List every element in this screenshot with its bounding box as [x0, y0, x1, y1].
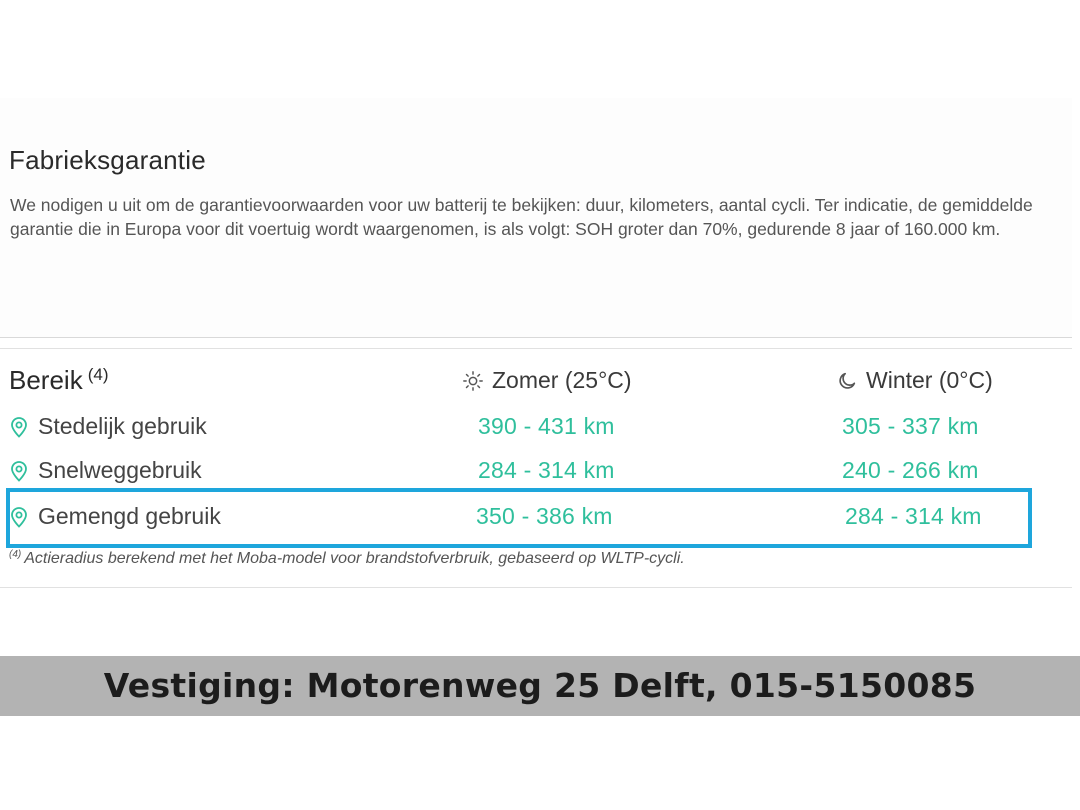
footnote-text: Actieradius berekend met het Moba-model voor brandstofverbruik, gebaseerd op WLTP-cycli. — [24, 550, 685, 567]
range-row-label: Stedelijk gebruik — [38, 413, 207, 439]
warranty-description: We nodigen u uit om de garantievoorwaarden voor uw batterij te bekijken: duur, kilometers, aantal cycli. Ter indicatie, de gemiddelde garantie die in Europa voor dit voertuig wordt waargenomen, is als volgt: SOH groter dan 70%, gedurende 8 jaar of 160.000 km. — [10, 195, 1033, 239]
moon-icon — [836, 370, 858, 392]
column-header-winter-label: Winter (0°C) — [866, 367, 993, 393]
location-banner — [0, 656, 1080, 716]
footnote-mark: (4) — [9, 549, 22, 560]
range-row-label-wrap — [10, 413, 207, 440]
range-row-label-wrap — [10, 457, 202, 484]
section-divider — [0, 348, 1072, 349]
range-row-label: Gemengd gebruik — [38, 503, 221, 529]
range-value-summer: 284 - 314 km — [478, 457, 615, 483]
range-value-summer: 390 - 431 km — [478, 413, 615, 439]
column-header-summer — [462, 367, 632, 394]
sun-icon — [462, 370, 484, 392]
range-heading — [9, 365, 108, 396]
column-header-summer-label: Zomer (25°C) — [492, 367, 632, 393]
highlight-box — [6, 488, 1032, 548]
location-pin-icon — [10, 416, 28, 438]
warranty-title: Fabrieksgarantie — [9, 145, 206, 175]
range-value-winter: 284 - 314 km — [845, 503, 982, 529]
range-value-winter: 305 - 337 km — [842, 413, 979, 439]
range-footnote — [9, 549, 685, 568]
range-heading-label: Bereik — [9, 365, 83, 395]
range-row-urban — [0, 413, 1060, 449]
column-header-winter — [836, 367, 993, 394]
location-pin-icon — [10, 460, 28, 482]
range-heading-note: (4) — [87, 365, 109, 384]
range-row-label: Snelweggebruik — [38, 457, 202, 483]
range-value-summer: 350 - 386 km — [476, 503, 613, 529]
section-divider — [0, 587, 1072, 588]
range-value-winter: 240 - 266 km — [842, 457, 979, 483]
location-banner-text: Vestiging: Motorenweg 25 Delft, 015-5150085 — [103, 666, 977, 705]
